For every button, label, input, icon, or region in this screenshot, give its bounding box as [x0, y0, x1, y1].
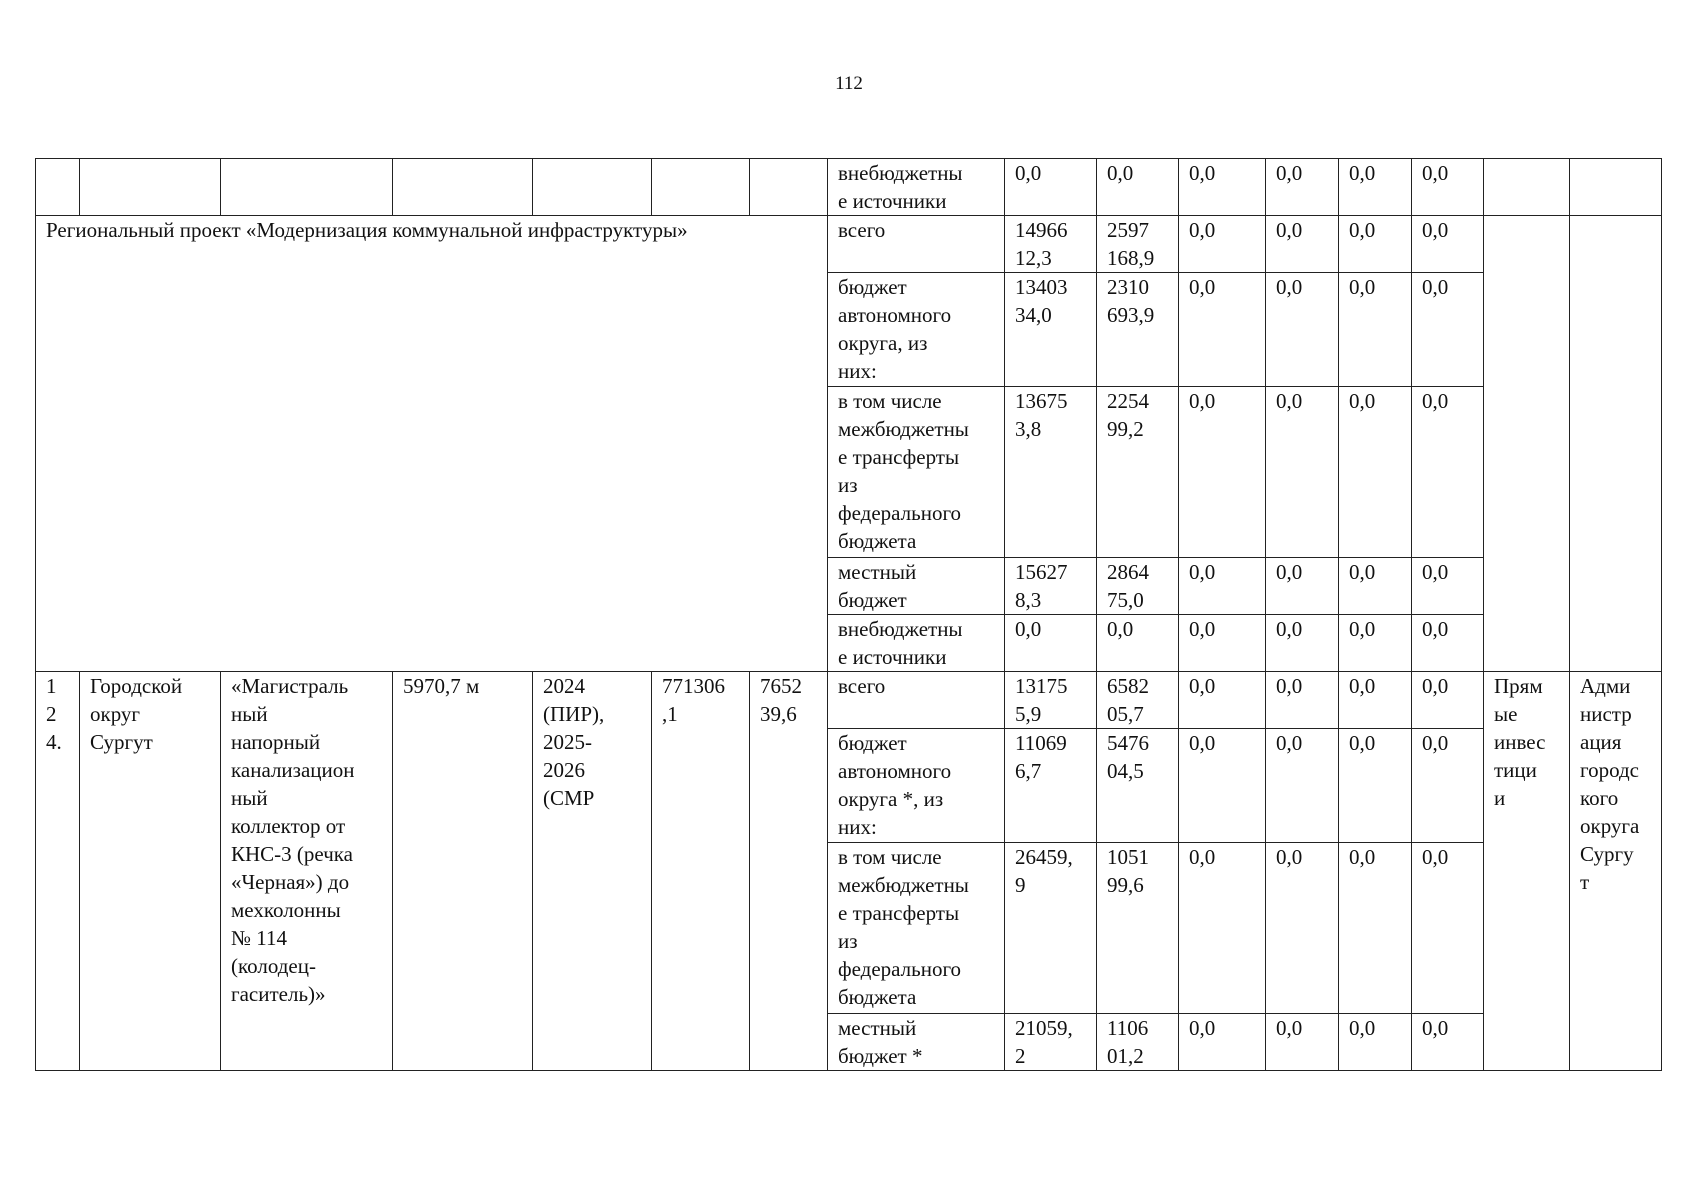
value-cell: 0,0 — [1266, 273, 1339, 387]
table-row — [36, 672, 1662, 729]
funding-source: всего — [828, 216, 1005, 273]
value-cell: 0,0 — [1412, 273, 1484, 387]
value-cell: 0,0 — [1179, 273, 1266, 387]
value-cell: 0,0 — [1266, 159, 1339, 216]
value-cell: 0,0 — [1097, 159, 1179, 216]
empty-cell — [533, 159, 652, 216]
value-cell: 0,0 — [1412, 1014, 1484, 1071]
funding-source: местный бюджет * — [828, 1014, 1005, 1071]
budget-table — [35, 158, 1662, 1071]
value-cell: 0,0 — [1339, 843, 1412, 1014]
row-number: 1 2 4. — [36, 672, 80, 1071]
value-cell: 0,0 — [1179, 159, 1266, 216]
table-row — [36, 159, 1662, 216]
empty-cell — [1570, 216, 1662, 672]
value-cell: 0,0 — [1339, 729, 1412, 843]
value-cell: 1051 99,6 — [1097, 843, 1179, 1014]
value-cell: 26459, 9 — [1005, 843, 1097, 1014]
value-cell: 0,0 — [1266, 843, 1339, 1014]
value-cell: 0,0 — [1005, 615, 1097, 672]
value-cell: 0,0 — [1179, 729, 1266, 843]
empty-cell — [1570, 159, 1662, 216]
value-cell: 0,0 — [1179, 615, 1266, 672]
customer: Адми нистр ация городс кого округа Сургу т — [1570, 672, 1662, 1071]
regional-project-title: Региональный проект «Модернизация коммунальной инфраструктуры» — [36, 216, 828, 672]
funding-source: бюджет автономного округа, из них: — [828, 273, 1005, 387]
value-cell: 21059, 2 — [1005, 1014, 1097, 1071]
empty-cell — [1484, 216, 1570, 672]
empty-cell — [750, 159, 828, 216]
investment-mechanism: Прям ые инвес тици и — [1484, 672, 1570, 1071]
value-cell: 14966 12,3 — [1005, 216, 1097, 273]
value-cell: 0,0 — [1266, 729, 1339, 843]
value-cell: 0,0 — [1005, 159, 1097, 216]
value-cell: 0,0 — [1179, 672, 1266, 729]
value-cell: 0,0 — [1339, 558, 1412, 615]
value-cell: 0,0 — [1339, 615, 1412, 672]
value-cell: 0,0 — [1339, 672, 1412, 729]
value-cell: 13175 5,9 — [1005, 672, 1097, 729]
value-cell: 0,0 — [1412, 672, 1484, 729]
value-cell: 0,0 — [1339, 1014, 1412, 1071]
value-cell: 0,0 — [1412, 558, 1484, 615]
value-cell: 0,0 — [1266, 387, 1339, 558]
empty-cell — [652, 159, 750, 216]
value-cell: 0,0 — [1179, 1014, 1266, 1071]
empty-cell — [221, 159, 393, 216]
empty-cell — [393, 159, 533, 216]
value-cell: 0,0 — [1412, 843, 1484, 1014]
value-cell: 0,0 — [1179, 216, 1266, 273]
value-cell: 5476 04,5 — [1097, 729, 1179, 843]
table-row — [36, 216, 1662, 273]
empty-cell — [1484, 159, 1570, 216]
value-cell: 0,0 — [1266, 672, 1339, 729]
object-capacity: 5970,7 м — [393, 672, 533, 1071]
value-cell: 0,0 — [1179, 387, 1266, 558]
funding-source: всего — [828, 672, 1005, 729]
value-cell: 0,0 — [1097, 615, 1179, 672]
value-cell: 0,0 — [1266, 216, 1339, 273]
value-cell: 0,0 — [1266, 615, 1339, 672]
funding-source: в том числе межбюджетны е трансферты из федерального бюджета — [828, 843, 1005, 1014]
value-cell: 2310 693,9 — [1097, 273, 1179, 387]
empty-cell — [36, 159, 80, 216]
object-remaining: 7652 39,6 — [750, 672, 828, 1071]
value-cell: 0,0 — [1339, 387, 1412, 558]
value-cell: 2254 99,2 — [1097, 387, 1179, 558]
value-cell: 15627 8,3 — [1005, 558, 1097, 615]
object-cost: 771306 ,1 — [652, 672, 750, 1071]
value-cell: 13403 34,0 — [1005, 273, 1097, 387]
value-cell: 11069 6,7 — [1005, 729, 1097, 843]
value-cell: 0,0 — [1179, 558, 1266, 615]
funding-source: в том числе межбюджетны е трансферты из федерального бюджета — [828, 387, 1005, 558]
funding-source: бюджет автономного округа *, из них: — [828, 729, 1005, 843]
value-cell: 0,0 — [1412, 159, 1484, 216]
value-cell: 0,0 — [1179, 843, 1266, 1014]
funding-source: внебюджетны е источники — [828, 159, 1005, 216]
value-cell: 0,0 — [1412, 615, 1484, 672]
value-cell: 1106 01,2 — [1097, 1014, 1179, 1071]
object-period: 2024 (ПИР), 2025- 2026 (СМР — [533, 672, 652, 1071]
value-cell: 0,0 — [1339, 159, 1412, 216]
value-cell: 2864 75,0 — [1097, 558, 1179, 615]
value-cell: 0,0 — [1266, 558, 1339, 615]
object-name: «Магистраль ный напорный канализацион ный коллектор от КНС-3 (речка «Черная») до мехколонны № 114 (колодец- гаситель)» — [221, 672, 393, 1071]
value-cell: 6582 05,7 — [1097, 672, 1179, 729]
funding-source: внебюджетны е источники — [828, 615, 1005, 672]
value-cell: 0,0 — [1412, 216, 1484, 273]
municipality: Городской округ Сургут — [80, 672, 221, 1071]
value-cell: 0,0 — [1412, 387, 1484, 558]
funding-source: местный бюджет — [828, 558, 1005, 615]
value-cell: 0,0 — [1339, 216, 1412, 273]
page-number: 112 — [835, 73, 863, 94]
value-cell: 0,0 — [1412, 729, 1484, 843]
empty-cell — [80, 159, 221, 216]
value-cell: 0,0 — [1266, 1014, 1339, 1071]
value-cell: 13675 3,8 — [1005, 387, 1097, 558]
value-cell: 0,0 — [1339, 273, 1412, 387]
value-cell: 2597 168,9 — [1097, 216, 1179, 273]
